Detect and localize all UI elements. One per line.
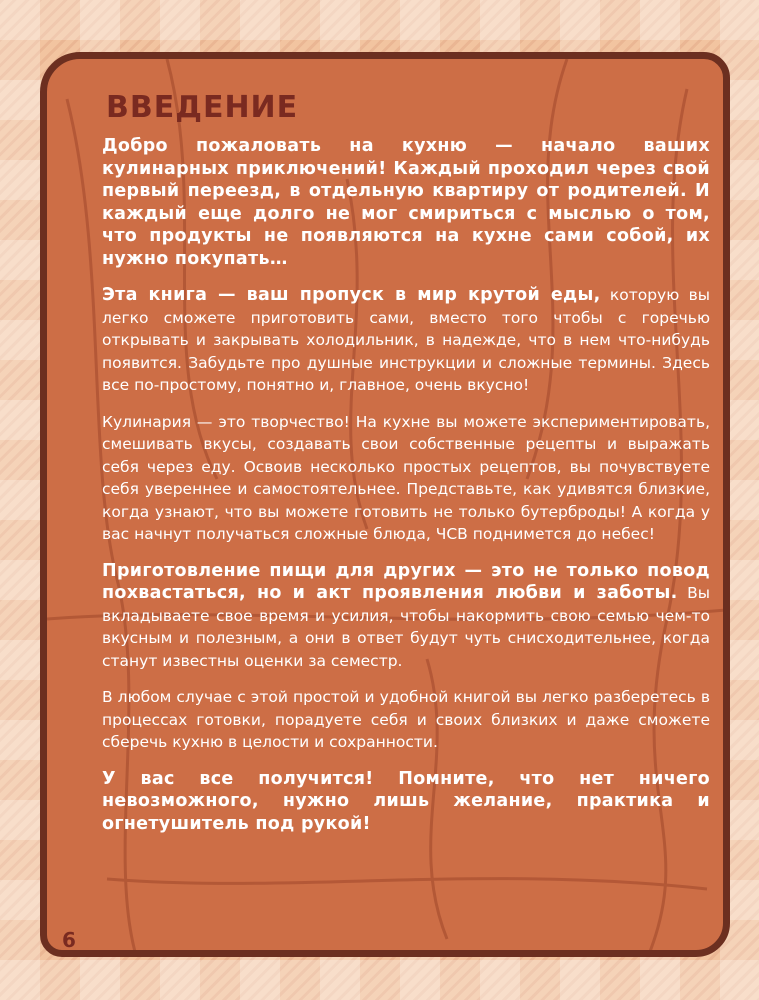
- paragraph-cooking-bold: Приготовление пищи для других — это не только повод похвастаться, но и акт проявления любви и заботы.: [102, 560, 710, 603]
- paragraph-creativity: Кулинария — это творчество! На кухне вы можете экспериментировать, смешивать вкусы, создавать свои собственные рецепты и выражать себя через еду. Освоив несколько простых рецептов, вы почувствуете себя увереннее и самостоятельнее. Представьте, как удивятся близкие, когда узнают, что вы можете готовить не только бутерброды! А когда у вас начнут получаться сложные блюда, ЧСВ поднимется до небес!: [102, 412, 710, 543]
- paragraph-encouragement: У вас все получится! Помните, что нет ничего невозможного, нужно лишь желание, практика и огнетушитель под рукой!: [102, 768, 710, 834]
- page-title: ВВЕДЕНИЕ: [106, 90, 299, 125]
- intro-text: [62, 90, 710, 849]
- paragraph-book-pass: [102, 284, 710, 397]
- paragraph-book-pass-rest: которую вы легко сможете приготовить сами, вместо того чтобы с горечью открывать и закрывать холодильник, в надежде, что в нем что-нибудь появится. Забудьте про душные инструкции и сложные термины. Здесь все по-простому, понятно и, главное, очень вкусно!: [102, 286, 710, 394]
- page-number: 6: [62, 928, 76, 952]
- paragraph-welcome: Добро пожаловать на кухню — начало ваших кулинарных приключений! Каждый проходил через свой первый переезд, в отдельную квартиру от родителей. И каждый еще долго не мог смириться с мыслью о том, что продукты не появляются на кухне сами собой, их нужно покупать…: [102, 136, 710, 269]
- paragraph-cooking-for-others: [102, 560, 710, 673]
- paragraph-book-pass-bold: Эта книга — ваш пропуск в мир крутой еды,: [102, 285, 601, 305]
- paragraph-cooking-rest: Вы вкладываете свое время и усилия, чтобы накормить свою семью чем-то вкусным и полезным, а они в ответ будут чуть снисходительнее, когда станут известны оценки за семестр.: [102, 584, 710, 670]
- paragraph-any-case: В любом случае с этой простой и удобной книгой вы легко разберетесь в процессах готовки, порадуете себя и своих близких и даже сможете сберечь кухню в целости и сохранности.: [102, 688, 710, 751]
